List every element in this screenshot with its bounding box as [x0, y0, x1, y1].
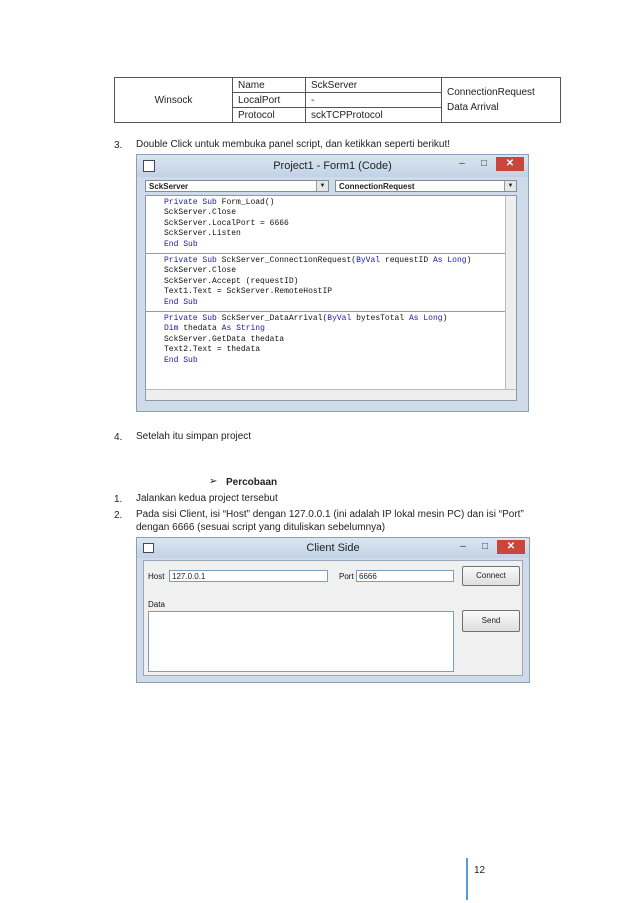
code-line: Private Sub Form_Load(): [164, 198, 275, 207]
code-line: SckServer.GetData thedata: [164, 334, 285, 344]
chevron-down-icon[interactable]: ▼: [316, 181, 328, 191]
code-line: SckServer.LocalPort = 6666: [164, 218, 289, 228]
code-line: SckServer.Close: [164, 208, 237, 218]
minimize-button[interactable]: –: [459, 158, 465, 169]
send-button[interactable]: Send: [462, 610, 520, 632]
maximize-button[interactable]: □: [481, 541, 489, 552]
window-title: Project1 - Form1 (Code): [273, 160, 392, 172]
connect-button[interactable]: Connect: [462, 566, 520, 586]
code-line: SckServer.Listen: [164, 229, 241, 239]
host-label: Host: [148, 572, 165, 581]
procedure-combo[interactable]: [335, 180, 517, 192]
step-text: Setelah itu simpan project: [136, 431, 252, 442]
code-line: Text2.Text = thedata: [164, 345, 261, 355]
properties-table: [114, 77, 561, 123]
host-input[interactable]: 127.0.0.1: [169, 570, 328, 582]
step-text-continued: dengan 6666 (sesuai script yang dituliskan sebelumnya): [136, 522, 386, 533]
procedure-separator: [146, 253, 516, 254]
data-label: Data: [148, 600, 165, 609]
procedure-combo-value: ConnectionRequest: [339, 182, 415, 191]
step-text: Pada sisi Client, isi “Host” dengan 127.0.0.1 (ini adalah IP lokal mesin PC) dan isi “Port”: [136, 509, 524, 520]
code-line: SckServer.Close: [164, 266, 237, 276]
events-cell: [442, 78, 561, 123]
code-editor[interactable]: [145, 195, 517, 401]
window-title: Client Side: [306, 542, 360, 554]
prop-cell: Protocol: [233, 108, 306, 123]
code-line: Dim thedata As String: [164, 324, 265, 334]
close-button[interactable]: ✕: [496, 157, 524, 171]
page-number: 12: [474, 865, 486, 876]
code-line: Text1.Text = SckServer.RemoteHostIP: [164, 287, 333, 297]
maximize-button[interactable]: □: [480, 158, 488, 169]
title-bar[interactable]: [137, 538, 529, 558]
code-line: End Sub: [164, 355, 198, 365]
close-button[interactable]: ✕: [497, 540, 525, 554]
data-textarea[interactable]: [148, 611, 454, 672]
minimize-button[interactable]: –: [460, 541, 466, 552]
page-number-bar: [466, 858, 468, 900]
bullet-arrow-icon: ➢: [209, 476, 218, 487]
step-number: 3.: [114, 140, 123, 151]
horizontal-scrollbar[interactable]: [146, 389, 516, 400]
step-text: Jalankan kedua project tersebut: [136, 493, 278, 504]
title-bar[interactable]: [137, 155, 528, 177]
step-number: 2.: [114, 510, 123, 521]
value-cell: sckTCPProtocol: [306, 108, 442, 123]
procedure-separator: [146, 311, 516, 312]
step-number: 1.: [114, 494, 123, 505]
port-label: Port: [339, 572, 354, 581]
value-cell: -: [306, 93, 442, 108]
code-line: End Sub: [164, 239, 198, 249]
vertical-scrollbar[interactable]: [505, 196, 516, 390]
step-number: 4.: [114, 432, 123, 443]
code-line: Private Sub SckServer_DataArrival(ByVal bytesTotal As Long): [164, 314, 448, 324]
port-input[interactable]: 6666: [356, 570, 454, 582]
chevron-down-icon[interactable]: ▼: [504, 181, 516, 191]
event-item: Data Arrival: [447, 102, 499, 113]
object-combo[interactable]: [145, 180, 329, 192]
code-line: SckServer.Accept (requestID): [164, 276, 299, 286]
prop-cell: Name: [233, 78, 306, 93]
step-text: Double Click untuk membuka panel script, dan ketikkan seperti berikut!: [136, 139, 451, 150]
section-heading: Percobaan: [226, 477, 278, 488]
client-window: [136, 537, 530, 683]
value-cell: SckServer: [306, 78, 442, 93]
code-window: [136, 154, 529, 412]
code-line: End Sub: [164, 297, 198, 307]
form-body: [143, 560, 523, 676]
object-combo-value: SckServer: [149, 182, 189, 191]
prop-cell: LocalPort: [233, 93, 306, 108]
event-item: ConnectionRequest: [447, 87, 535, 98]
code-line: Private Sub SckServer_ConnectionRequest(ByVal requestID As Long): [164, 256, 472, 266]
control-name-cell: Winsock: [115, 78, 233, 123]
